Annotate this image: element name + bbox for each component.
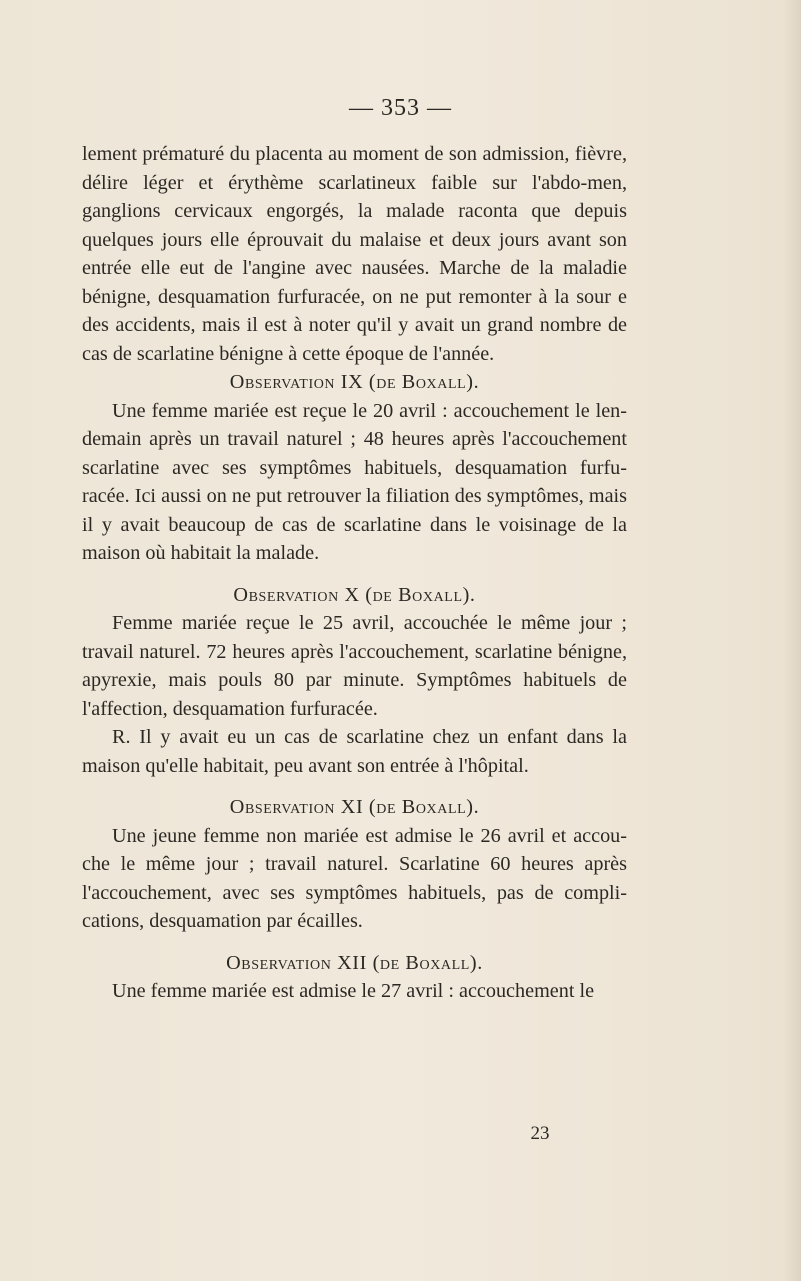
page-number: — 353 — bbox=[349, 95, 452, 121]
paragraph-6: Une femme mariée est admise le 27 avril : accouchement le bbox=[112, 980, 595, 1002]
paragraph-1: lement prématuré du placenta au moment de son admission, fièvre, délire léger et érythème scarlatineux faible sur l'abdo-men, ganglions cervicaux engorgés, la malade raconta que depuis quelques jours elle éprouvait du malaise et deux jours avant son entrée elle eut de l'angine avec nausées. Marche de la maladie bénigne, desquamation furfuracée, on ne put remonter à la sour e des accidents, mais il est à noter qu'il y avait un grand nombre de cas de scarlatine bénigne à cette époque de l'année. bbox=[82, 143, 627, 365]
paragraph-3: Femme mariée reçue le 25 avril, accouchée le même jour ; travail naturel. 72 heures après l'accouchement, scarlatine bénigne, apyrexie, mais pouls 80 par minute. Symptômes habituels de l'affection, desquamation furfuracée. bbox=[82, 612, 627, 720]
main-text bbox=[82, 140, 627, 1006]
observation-9-title: Observation IX (de Boxall). bbox=[229, 371, 480, 393]
observation-12-title: Observation XII (de Boxall). bbox=[226, 951, 483, 974]
page-edge-shadow bbox=[783, 0, 801, 1281]
observation-10-title: Observation X (de Boxall). bbox=[233, 583, 476, 606]
signature-mark: 23 bbox=[530, 1123, 550, 1144]
paragraph-4: R. Il y avait eu un cas de scarlatine chez un enfant dans la maison qu'elle habitait, peu avant son entrée à l'hôpital. bbox=[82, 726, 627, 777]
observation-11-title: Observation XI (de Boxall). bbox=[229, 796, 480, 818]
paragraph-5: Une jeune femme non mariée est admise le 26 avril et accou-che le même jour ; travail naturel. Scarlatine 60 heures après l'accouchement, avec ses symptômes habituels, pas de compli-cations, desquamation par écailles. bbox=[82, 824, 627, 932]
paragraph-2: Une femme mariée est reçue le 20 avril : accouchement le len-demain après un travail naturel ; 48 heures après l'accouchement scarlatine avec ses symptômes habituels, desquamation furfu-racée. Ici aussi on ne put retrouver la filiation des symptômes, mais il y avait beaucoup de cas de scarlatine dans le voisinage de la maison où habitait la malade. bbox=[82, 399, 627, 564]
